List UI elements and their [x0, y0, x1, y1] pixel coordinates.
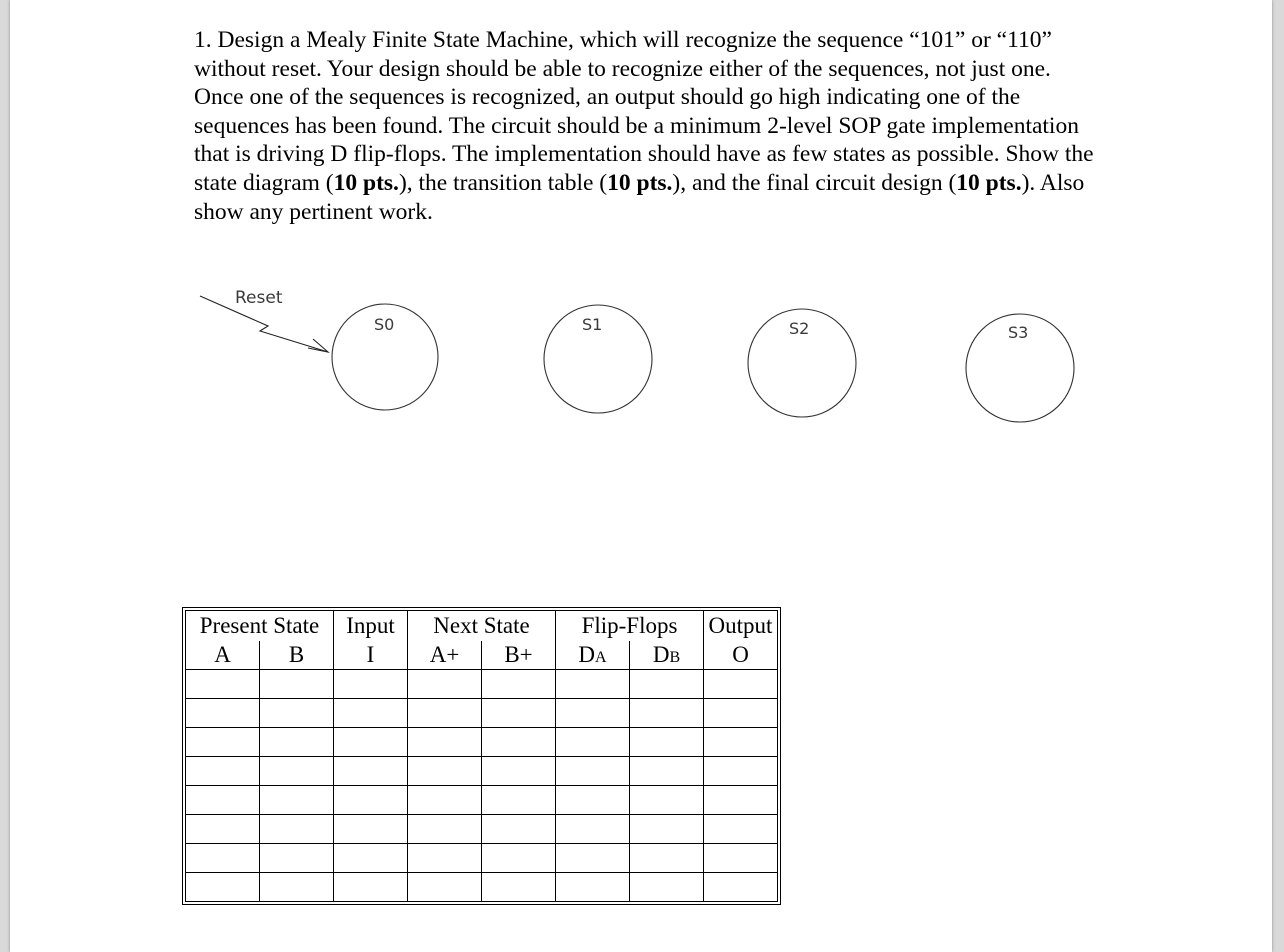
header-input: Input [334, 611, 408, 642]
table-cell[interactable] [186, 670, 260, 699]
table-cell[interactable] [704, 728, 778, 757]
table-cell[interactable] [482, 728, 556, 757]
table-cell[interactable] [334, 786, 408, 815]
table-cell[interactable] [482, 844, 556, 873]
table-cell[interactable] [630, 815, 704, 844]
table-cell[interactable] [556, 786, 630, 815]
problem-text-part-4: ). Also show any pertinent work. [194, 169, 1085, 225]
table-cell[interactable] [186, 786, 260, 815]
problem-text-part-3: ), and the final circuit design ( [672, 169, 957, 196]
table-cell[interactable] [408, 757, 482, 786]
problem-text-part-2: ), the transition table ( [398, 169, 608, 196]
table-cell[interactable] [482, 873, 556, 902]
problem-number: 1. [194, 27, 212, 53]
document-page [10, 0, 1272, 952]
table-cell[interactable] [556, 699, 630, 728]
col-a: A [186, 641, 260, 670]
table-cell[interactable] [704, 873, 778, 902]
col-b: B [260, 641, 334, 670]
table-cell[interactable] [704, 757, 778, 786]
table-cell[interactable] [630, 699, 704, 728]
table-cell[interactable] [334, 844, 408, 873]
table-cell[interactable] [260, 815, 334, 844]
table-cell[interactable] [334, 728, 408, 757]
table-cell[interactable] [186, 815, 260, 844]
table-cell[interactable] [482, 699, 556, 728]
state-diagram [10, 0, 1272, 600]
points-transition-table: 10 pts. [607, 169, 673, 196]
table-cell[interactable] [630, 728, 704, 757]
table-cell[interactable] [482, 815, 556, 844]
table-row [186, 815, 778, 844]
table-cell[interactable] [334, 757, 408, 786]
table-cell[interactable] [260, 844, 334, 873]
header-flip-flops: Flip-Flops [556, 611, 704, 642]
points-state-diagram: 10 pts. [333, 169, 399, 196]
table-cell[interactable] [556, 815, 630, 844]
table-cell[interactable] [334, 699, 408, 728]
table-cell[interactable] [704, 786, 778, 815]
table-cell[interactable] [260, 786, 334, 815]
header-output: Output [704, 611, 778, 642]
table-cell[interactable] [260, 728, 334, 757]
table-cell[interactable] [186, 728, 260, 757]
table-cell[interactable] [408, 786, 482, 815]
table-row [186, 757, 778, 786]
table-cell[interactable] [556, 670, 630, 699]
table-cell[interactable] [482, 757, 556, 786]
state-s3-label: S3 [1008, 323, 1029, 342]
table-cell[interactable] [630, 786, 704, 815]
table-cell[interactable] [630, 670, 704, 699]
table-cell[interactable] [630, 757, 704, 786]
table-group-header-row [186, 611, 778, 642]
table-cell[interactable] [704, 670, 778, 699]
table-cell[interactable] [556, 873, 630, 902]
table-row [186, 670, 778, 699]
table-cell[interactable] [630, 873, 704, 902]
table-cell[interactable] [334, 670, 408, 699]
table-row [186, 786, 778, 815]
col-db: DB [630, 641, 704, 670]
col-i: I [334, 641, 408, 670]
table-cell[interactable] [186, 844, 260, 873]
table-cell[interactable] [186, 873, 260, 902]
table-cell[interactable] [408, 670, 482, 699]
reset-arrowhead [308, 339, 328, 352]
table-cell[interactable] [556, 844, 630, 873]
header-present-state: Present State [186, 611, 334, 642]
reset-label: Reset [235, 288, 283, 308]
table-cell[interactable] [704, 815, 778, 844]
state-s0-label: S0 [374, 315, 395, 334]
col-a-next: A+ [408, 641, 482, 670]
table-row [186, 844, 778, 873]
table-cell[interactable] [408, 699, 482, 728]
table-cell[interactable] [260, 873, 334, 902]
table-column-header-row [186, 641, 778, 670]
col-o: O [704, 641, 778, 670]
table-cell[interactable] [630, 844, 704, 873]
table-row [186, 699, 778, 728]
table-cell[interactable] [334, 815, 408, 844]
table-cell[interactable] [482, 670, 556, 699]
table-cell[interactable] [556, 728, 630, 757]
table-row [186, 873, 778, 902]
table-cell[interactable] [482, 786, 556, 815]
table-cell[interactable] [260, 757, 334, 786]
table-cell[interactable] [556, 757, 630, 786]
table-cell[interactable] [186, 757, 260, 786]
col-da: DA [556, 641, 630, 670]
header-next-state: Next State [408, 611, 556, 642]
table-cell[interactable] [408, 844, 482, 873]
table-cell[interactable] [704, 844, 778, 873]
table-row [186, 728, 778, 757]
table-cell[interactable] [260, 670, 334, 699]
table-cell[interactable] [334, 873, 408, 902]
transition-table [182, 607, 781, 905]
table-cell[interactable] [408, 873, 482, 902]
state-s1-label: S1 [582, 315, 603, 334]
table-cell[interactable] [186, 699, 260, 728]
col-b-next: B+ [482, 641, 556, 670]
state-s2-label: S2 [789, 319, 810, 338]
table-cell[interactable] [408, 815, 482, 844]
table-cell[interactable] [260, 699, 334, 728]
table-cell[interactable] [408, 728, 482, 757]
table-cell[interactable] [704, 699, 778, 728]
points-circuit-design: 10 pts. [956, 169, 1022, 196]
problem-text-part-1: Design a Mealy Finite State Machine, which will recognize the sequence “101” or “110” without reset. Your design should be able to recognize either of the sequences, not just one. Once one of the sequences is recognized, an output should go high indicating one of the sequences has been found. The circuit should be a minimum 2-level SOP gate implementation that is driving D flip-flops. The implementation should have as few states as possible. Show the state diagram ( [194, 27, 1094, 196]
